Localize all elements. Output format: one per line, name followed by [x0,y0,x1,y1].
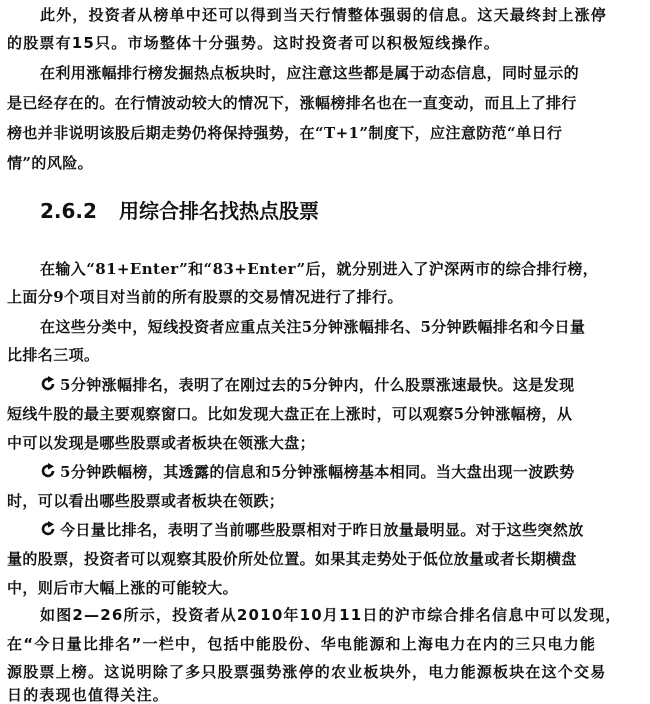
text-line: 在“今日量比排名”一栏中，包括中能股份、华电能源和上海电力在内的三只电力能 [7,635,597,653]
bullet-text: 5分钟涨幅排名，表明了在刚过去的5分钟内，什么股票涨速最快。这是发现 [60,376,575,394]
text-line: 上面分9个项目对当前的所有股票的交易情况进行了排行。 [7,288,403,306]
text-line: 日的表现也值得关注。 [7,687,170,704]
text-line: 的股票有15只。市场整体十分强势。这时投资者可以积极短线操作。 [7,34,501,52]
bullet-text: 今日量比排名，表明了当前哪些股票相对于昨日放量最明显。对于这些突然放 [60,521,584,539]
text-line: 短线牛股的最主要观察窗口。比如发现大盘正在上涨时，可以观察5分钟涨幅榜，从 [7,405,573,423]
circular-arrow-icon [40,463,56,479]
text-line: 在输入“81+Enter”和“83+Enter”后，就分别进入了沪深两市的综合排行榜， [40,260,599,278]
text-line: 如图2—26所示，投资者从2010年10月11日的沪市综合排名信息中可以发现， [40,606,622,624]
text-line: 比排名三项。 [7,346,100,364]
section-heading [40,197,319,225]
text-line: 源股票上榜。这说明除了多只股票强势涨停的农业板块外，电力能源板块在这个交易 [7,663,607,681]
section-number: 2.6.2 [40,199,97,223]
text-line: 榜也并非说明该股后期走势仍将保持强势，在“T+1”制度下，应注意防范“单日行 [7,124,563,142]
text-line: 在利用涨幅排行榜发掘热点板块时，应注意这些都是属于动态信息，同时显示的 [40,64,580,82]
text-line: 在这些分类中，短线投资者应重点关注5分钟涨幅排名、5分钟跌幅排名和今日量 [40,318,586,336]
text-line: 情”的风险。 [7,154,94,172]
text-line: 中可以发现是哪些股票或者板块在领涨大盘； [7,434,316,452]
text-line [40,519,643,541]
text-line: 此外，投资者从榜单中还可以得到当天行情整体强弱的信息。这天最终封上涨停 [40,6,608,24]
bullet-text: 5分钟跌幅榜，其透露的信息和5分钟涨幅榜基本相同。当大盘出现一波跌势 [60,463,575,481]
circular-arrow-icon [40,376,56,392]
section-title: 用综合排名找热点股票 [118,199,319,223]
text-line: 量的股票，投资者可以观察其股价所处位置。如果其走势处于低位放量或者长期横盘 [7,550,577,568]
text-line [40,461,643,483]
text-line [40,374,643,396]
circular-arrow-icon [40,521,56,537]
text-line: 是已经存在的。在行情波动较大的情况下，涨幅榜排名也在一直变动，而且上了排行 [7,94,577,112]
text-line: 中，则后市大幅上涨的可能较大。 [7,579,239,597]
text-line: 时，可以看出哪些股票或者板块在领跌； [7,492,285,510]
